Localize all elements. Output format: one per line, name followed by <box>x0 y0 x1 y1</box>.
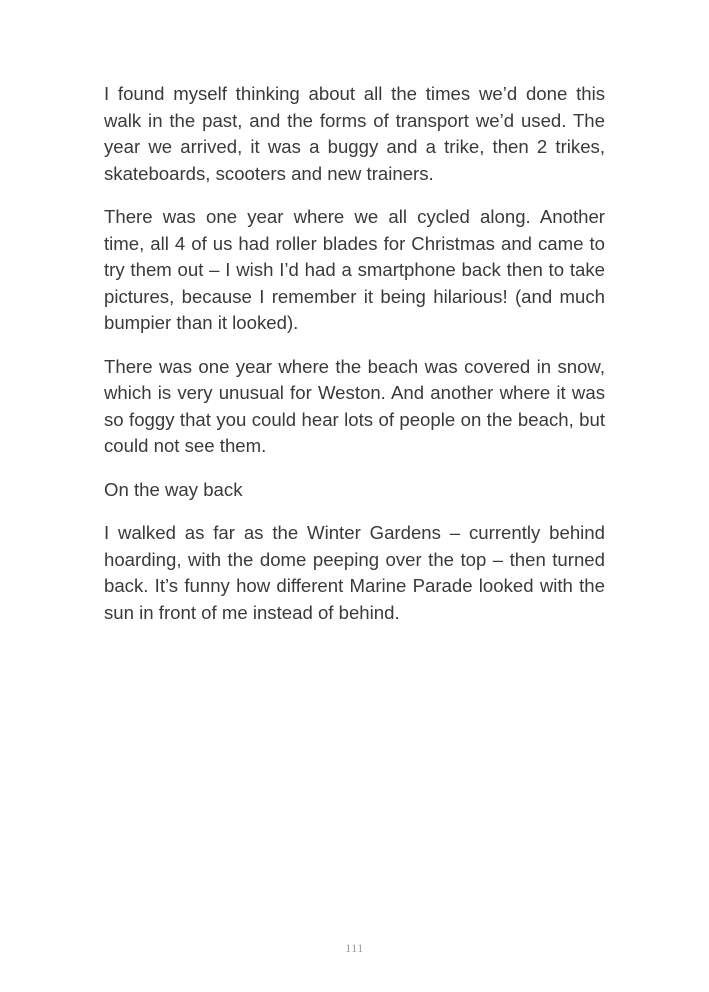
paragraph-cycling-rollerblades: There was one year where we all cycled along. Another time, all 4 of us had roller blades for Christmas and came to try them out – I wish I’d had a smartphone back then to take pictures, because I remember it being hilarious! (and much bumpier than it looked). <box>104 206 605 333</box>
paragraph-transport-memories: I found myself thinking about all the times we’d done this walk in the past, and the forms of transport we’d used. The year we arrived, it was a buggy and a trike, then 2 trikes, skateboards, scooters and new trainers. <box>104 83 605 184</box>
paragraph-snow-fog: There was one year where the beach was covered in snow, which is very unusual for Weston. And another where it was so foggy that you could hear lots of people on the beach, but could not see them. <box>104 355 605 456</box>
paragraph-winter-gardens: I walked as far as the Winter Gardens – currently behind hoarding, with the dome peeping over the top – then turned back. It’s funny how different Marine Parade looked with the sun in front of me instead of behind. <box>104 522 605 623</box>
section-heading: On the way back <box>104 478 243 500</box>
body-text <box>104 81 605 643</box>
page-number: 111 <box>345 941 364 955</box>
